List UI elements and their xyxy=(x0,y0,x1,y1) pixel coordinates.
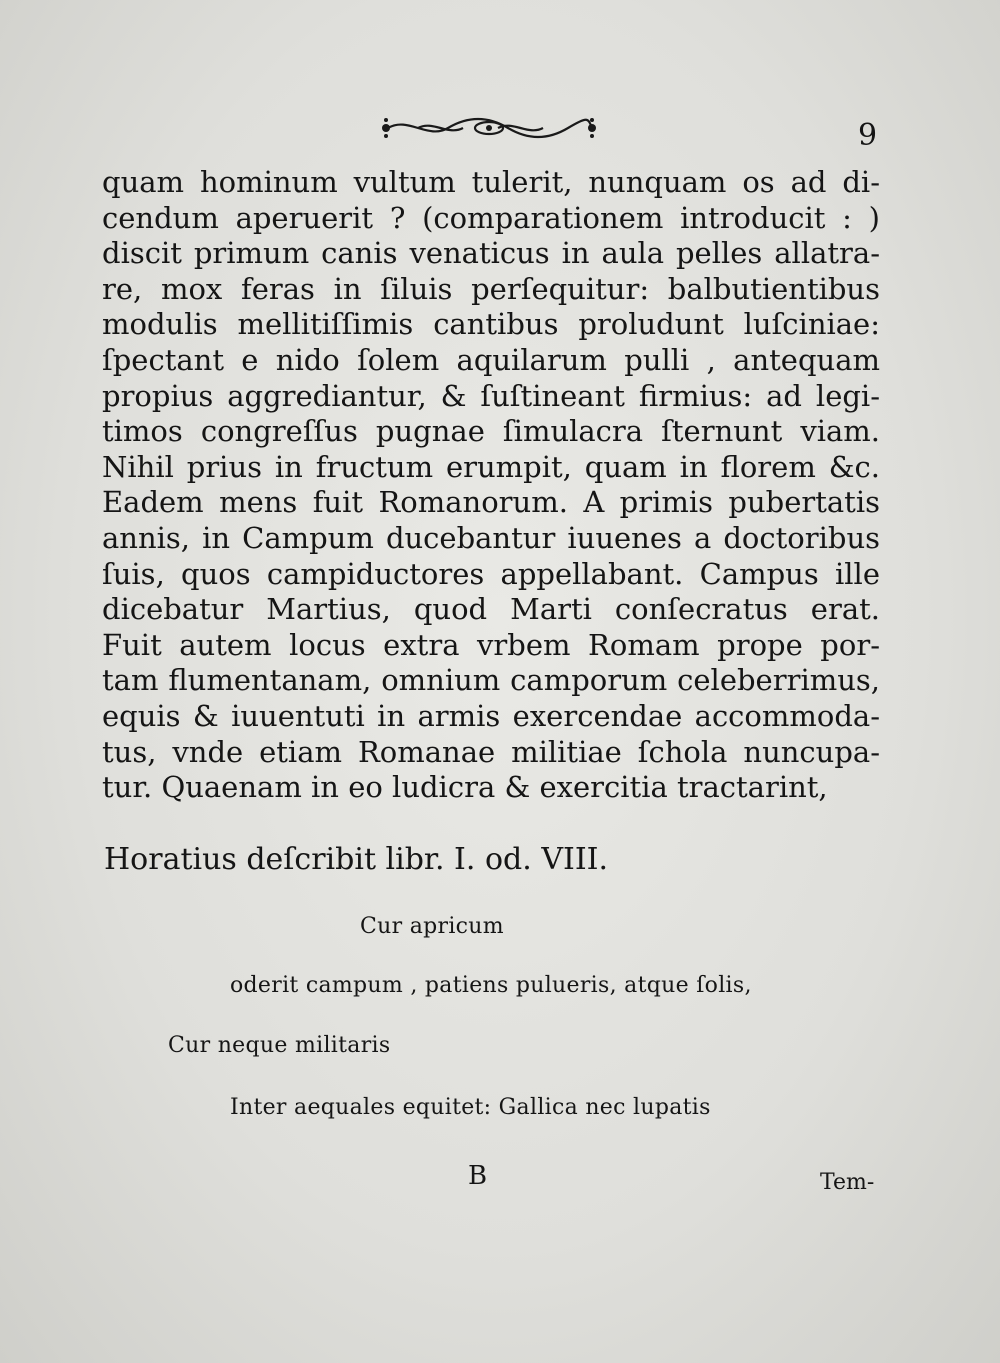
text-line: equis & iuuentuti in armis exercendae accommoda- xyxy=(102,698,880,733)
verse-line: Cur neque militaris xyxy=(168,1033,391,1058)
verse-line: oderit campum , patiens pulueris, atque ſolis, xyxy=(230,973,752,998)
verse-line: Cur apricum xyxy=(360,914,504,939)
text-line: Eadem mens fuit Romanorum. A primis pubertatis xyxy=(102,485,880,520)
text-line: ſuis, quos campiductores appellabant. Campus ille xyxy=(102,556,880,591)
text-line: re, mox feras in ſiluis perſequitur: balbutientibus xyxy=(102,271,880,306)
text-line: discit primum canis venaticus in aula pelles allatra- xyxy=(102,236,880,271)
text-line: tam flumentanam, omnium camporum celeberrimus, xyxy=(102,663,880,698)
text-line: cendum aperuerit ? (comparationem introducit : ) xyxy=(102,200,880,235)
page-number: 9 xyxy=(858,118,878,153)
body-paragraph xyxy=(102,165,880,806)
verse-line: Inter aequales equitet: Gallica nec lupatis xyxy=(230,1095,711,1120)
catchword: Tem- xyxy=(820,1170,875,1195)
text-line: modulis mellitiſſimis cantibus proludunt luſciniae: xyxy=(102,307,880,342)
signature-mark: B xyxy=(468,1161,488,1191)
text-line: timos congreſſus pugnae ſimulacra ſternunt viam. xyxy=(102,414,880,449)
text-line: dicebatur Martius, quod Marti conſecratus erat. xyxy=(102,592,880,627)
printers-ornament-icon xyxy=(378,108,600,148)
text-line: Nihil prius in fructum erumpit, quam in florem &c. xyxy=(102,449,880,484)
text-line: tur. Quaenam in eo ludicra & exercitia tractarint, xyxy=(102,770,828,805)
text-line: propius aggrediantur, & ſuſtineant firmius: ad legi- xyxy=(102,378,880,413)
text-line: ſpectant e nido ſolem aquilarum pulli , antequam xyxy=(102,342,880,377)
text-line: Fuit autem locus extra vrbem Romam prope por- xyxy=(102,627,880,662)
text-line: quam hominum vultum tulerit, nunquam os ad di- xyxy=(102,165,880,199)
citation-line: Horatius deſcribit libr. I. od. VIII. xyxy=(104,842,609,877)
text-line: annis, in Campum ducebantur iuuenes a doctoribus xyxy=(102,520,880,555)
text-line: tus, vnde etiam Romanae militiae ſchola nuncupa- xyxy=(102,734,880,769)
